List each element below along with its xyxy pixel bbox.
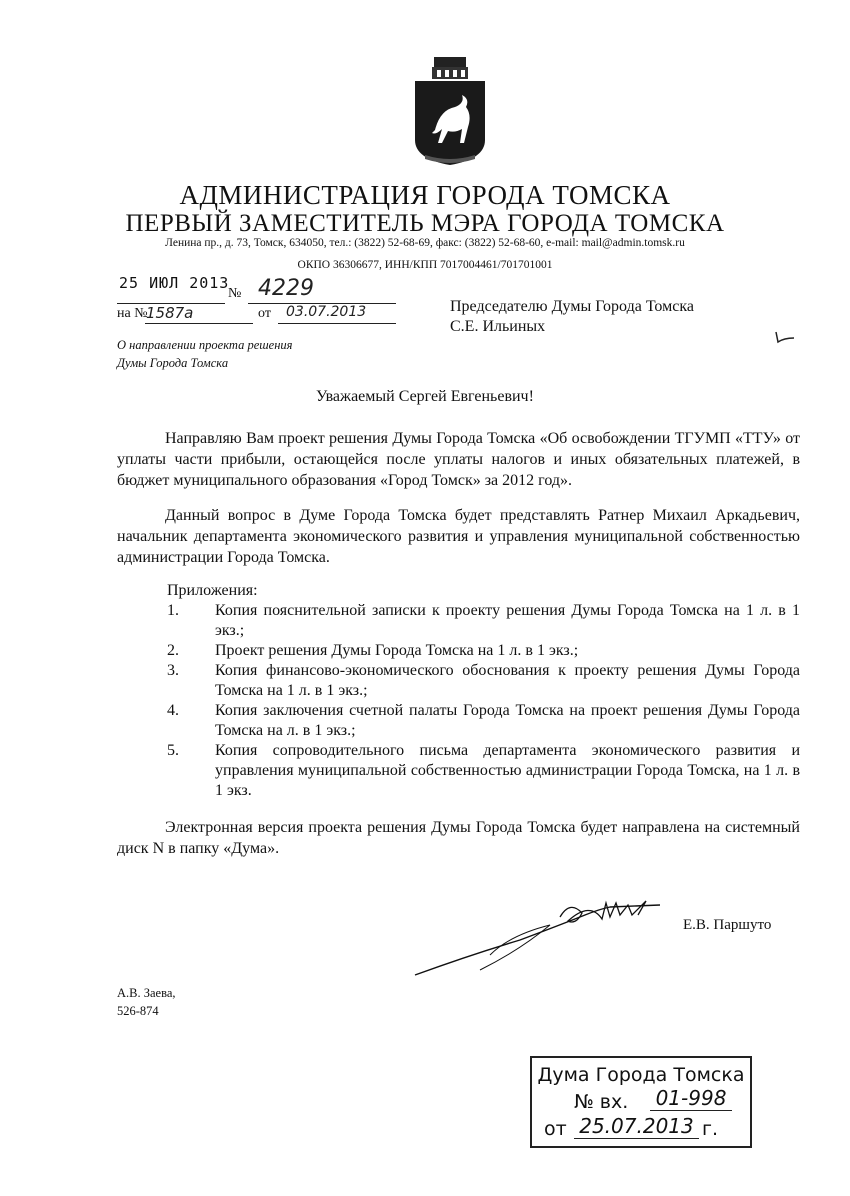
paragraph-electronic-version: Электронная версия проекта решения Думы Города Томска будет направлена на системный диск N в папку «Дума». (117, 819, 800, 857)
reply-date-underline (278, 323, 396, 324)
list-item: 3. Копия финансово-экономического обоснования к проекту решения Думы Города Томска на 1 л. в 1 экз.; (167, 662, 800, 699)
signer-name: Е.В. Паршуто (683, 917, 772, 933)
paragraph-presenter: Данный вопрос в Думе Города Томска будет представлять Ратнер Михаил Аркадьевич, начальник департамента экономического развития и управления муниципальной собственностью администрации Города Томска. (117, 507, 800, 566)
attachments-title: Приложения: (167, 582, 258, 599)
reply-to-number: 1587а (146, 304, 194, 322)
executor-block (117, 984, 176, 1020)
stamp-number: 01-998 (650, 1086, 732, 1111)
stamp-date: 25.07.2013 (574, 1114, 699, 1139)
address-line: Ленина пр., д. 73, Томск, 634050, тел.: (3822) 52-68-69, факс: (3822) 52-68-60, e-mail: mail@admin.tomsk.ru (165, 237, 685, 249)
recipient-name: С.Е. Ильиных (450, 318, 546, 335)
number-label: № (228, 286, 242, 301)
greeting: Уважаемый Сергей Евгеньевич! (316, 388, 534, 405)
recipient-block (450, 297, 694, 337)
letter-subject: О направлении проекта решения Думы Города Томска (117, 338, 293, 370)
recipient-position: Председателю Думы Города Томска (450, 298, 694, 315)
list-item: 4. Копия заключения счетной палаты Города Томска на проект решения Думы Города Томска на л. в 1 экз.; (167, 702, 800, 739)
tomsk-coat-of-arms-icon (410, 55, 490, 170)
reply-to-label: на № (117, 306, 148, 321)
stamp-year-suffix: г. (702, 1118, 719, 1140)
registration-date-stamp: 25 ИЮЛ 2013 (119, 274, 230, 292)
handwritten-signature (410, 895, 670, 985)
stamp-title: Дума Города Томска (537, 1064, 745, 1086)
list-item: 2. Проект решения Думы Города Томска на 1 л. в 1 экз.; (167, 642, 579, 659)
reply-date: 03.07.2013 (286, 304, 367, 320)
list-item: 5. Копия сопроводительного письма департамента экономического развития и управления муниципальной собственностью администрации Города Томска, на 1 л. в 1 экз. (167, 742, 800, 799)
reply-number-underline (145, 323, 253, 324)
incoming-registration-stamp (530, 1056, 752, 1148)
paragraph-main: Направляю Вам проект решения Думы Города Томска «Об освобождении ТГУМП «ТТУ» от уплаты части прибыли, остающейся после уплаты налогов и иных обязательных платежей, в бюджет муниципального образования «Город Томск» за 2012 год». (117, 430, 800, 489)
list-item: 1. Копия пояснительной записки к проекту решения Думы Города Томска на 1 л. в 1 экз.; (167, 602, 800, 639)
executor-name: А.В. Заева, (117, 986, 176, 1000)
outgoing-number: 4229 (258, 276, 314, 301)
executor-phone: 526-874 (117, 1004, 159, 1018)
official-title: ПЕРВЫЙ ЗАМЕСТИТЕЛЬ МЭРА ГОРОДА ТОМСКА (125, 210, 725, 237)
checkmark-icon (774, 328, 796, 349)
attachments-list (167, 581, 800, 801)
stamp-number-label: № вх. (574, 1091, 629, 1113)
reply-date-label: от (258, 306, 271, 321)
registration-codes: ОКПО 36306677, ИНН/КПП 7017004461/701701001 (297, 259, 553, 271)
organization-name: АДМИНИСТРАЦИЯ ГОРОДА ТОМСКА (179, 180, 671, 210)
stamp-date-label: от (544, 1118, 567, 1140)
